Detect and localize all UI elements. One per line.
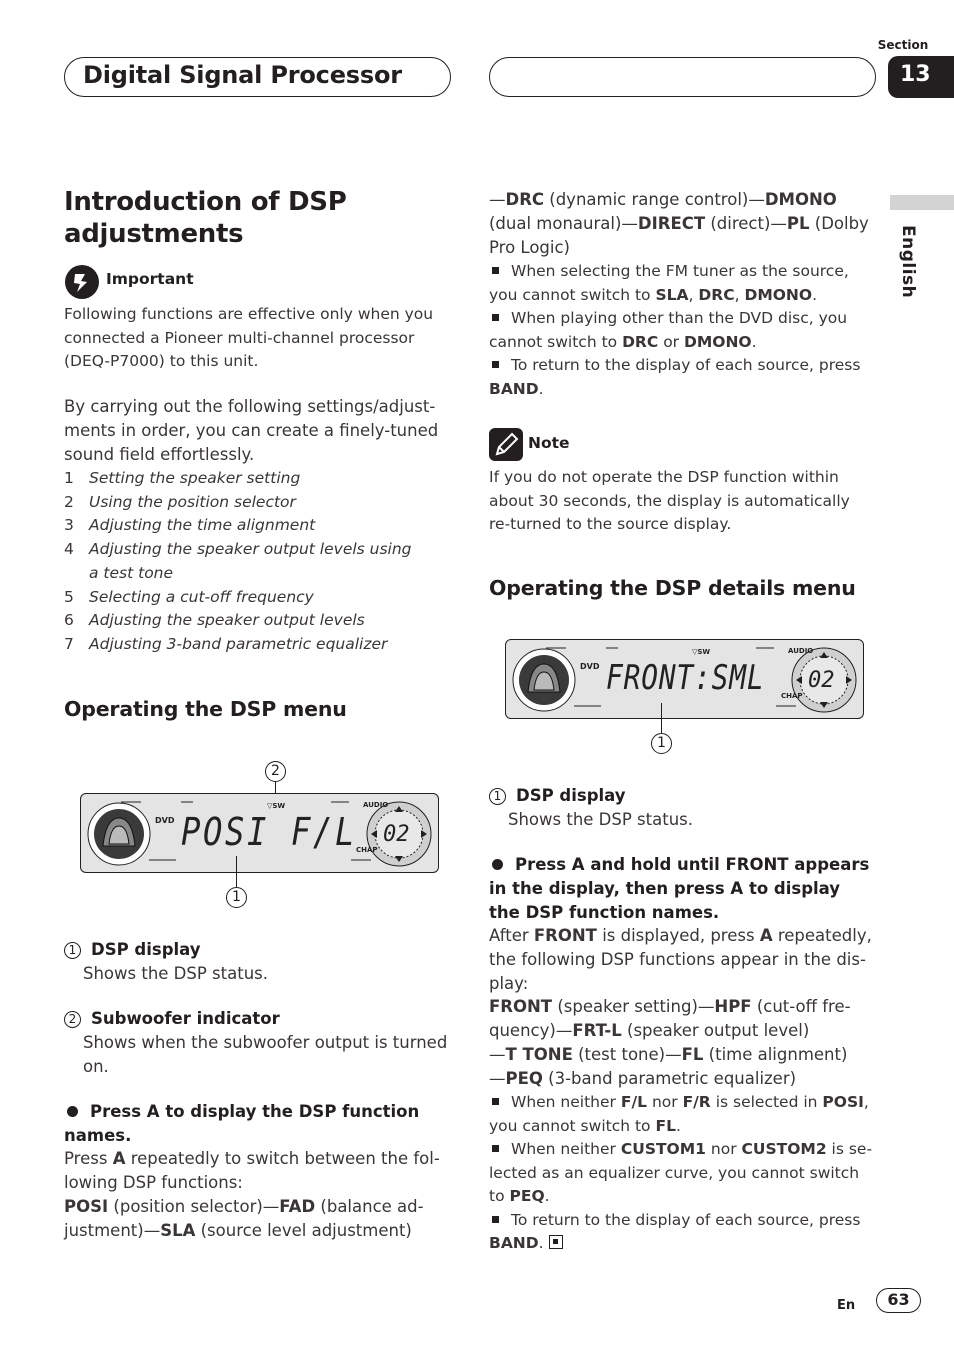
dsp-menu-heading: Operating the DSP menu <box>64 697 347 721</box>
list-item: 4 Adjusting the speaker output levels using a test tone <box>64 540 412 582</box>
list-item: To return to the display of each source, press BAND. <box>489 1210 861 1252</box>
language-tab-bar <box>890 195 954 210</box>
right-bullets <box>489 260 875 401</box>
bullet-dot-icon <box>67 1106 78 1117</box>
dsp-details-display <box>505 639 864 719</box>
chap-label: CHAP <box>781 692 803 700</box>
functions-continued: —DRC (dynamic range control)—DMONO (dual monaural)—DIRECT (direct)—PL (Dolby Pro Logic) <box>489 190 869 257</box>
steps-list <box>64 467 444 657</box>
dsp-display-text: FRONT:SML <box>606 658 765 698</box>
callout-line <box>236 856 237 888</box>
left-knob-icon <box>513 649 575 711</box>
important-icon <box>65 265 99 299</box>
item-subwoofer-indicator: 2 Subwoofer indicator Shows when the subwoofer output is turned on. <box>64 1007 454 1079</box>
chapter-title: Digital Signal Processor <box>83 61 402 89</box>
display-number: 02 <box>383 822 410 847</box>
bullet-dot-icon <box>492 859 503 870</box>
important-text: Following functions are effective only when you connected a Pioneer multi-channel processor (DEQ-P7000) to this unit. <box>64 305 434 370</box>
item-dsp-display: 1 DSP display Shows the DSP status. <box>489 784 875 832</box>
item-dsp-display: 1 DSP display Shows the DSP status. <box>64 938 444 986</box>
intro-paragraph: By carrying out the following settings/adjust-ments in order, you can create a finely-tuned sound field effortlessly. <box>64 397 439 464</box>
subwoofer-indicator: ▽SW <box>692 648 711 656</box>
page-title: Introduction of DSP adjustments <box>64 187 347 249</box>
list-item: When selecting the FM tuner as the source, you cannot switch to SLA, DRC, DMONO. <box>489 262 849 304</box>
list-item: 6 Adjusting the speaker output levels <box>64 611 365 630</box>
callout-1: 1 <box>226 887 247 908</box>
section-label: Section <box>877 38 929 52</box>
list-item: When playing other than the DVD disc, you cannot switch to DRC or DMONO. <box>489 309 848 351</box>
details-body: After FRONT is displayed, press A repeatedly, the following DSP functions appear in the dis-play: <box>489 926 872 993</box>
dsp-details-heading: Operating the DSP details menu <box>489 576 856 600</box>
list-item: 5 Selecting a cut-off frequency <box>64 587 314 606</box>
step-press-a-hold: Press A and hold until FRONT appears in the display, then press A to display the DSP function names. <box>489 855 870 922</box>
list-item: 2 Using the position selector <box>64 492 296 511</box>
note-icon <box>489 428 523 461</box>
display-number: 02 <box>808 668 835 693</box>
note-label: Note <box>528 434 570 452</box>
functions-list: POSI (position selector)—FAD (balance ad-justment)—SLA (source level adjustment) <box>64 1197 424 1240</box>
list-item: To return to the display of each source, press BAND. <box>489 356 861 398</box>
section-number: 13 <box>888 56 954 98</box>
audio-label: AUDIO <box>788 647 814 655</box>
details-functions: FRONT (speaker setting)—HPF (cut-off fre-quency)—FRT-L (speaker output level) —T TONE (test tone)—FL (time alignment) —PEQ (3-band parametric equalizer) <box>489 997 851 1088</box>
chapter-title-box <box>64 57 451 97</box>
step-body: Press A repeatedly to switch between the fol-lowing DSP functions: <box>64 1149 440 1192</box>
list-item: When neither F/L nor F/R is selected in POSI, you cannot switch to FL. <box>489 1093 869 1135</box>
list-item: 7 Adjusting 3-band parametric equalizer <box>64 634 388 653</box>
callout-1: 1 <box>651 733 672 754</box>
language-tab: English <box>898 225 918 299</box>
callout-2: 2 <box>265 761 286 782</box>
note-text: If you do not operate the DSP function within about 30 seconds, the display is automatically re-turned to the source display. <box>489 468 850 533</box>
dvd-label: DVD <box>580 662 600 671</box>
left-knob-icon <box>88 803 150 865</box>
step-press-a: Press A to display the DSP function names. <box>64 1102 420 1145</box>
footer-language: En <box>837 1298 856 1313</box>
end-mark-icon <box>549 1235 563 1249</box>
chap-label: CHAP <box>356 846 378 854</box>
audio-label: AUDIO <box>363 801 389 809</box>
list-item: When neither CUSTOM1 nor CUSTOM2 is se-lected as an equalizer curve, you cannot switch to PEQ. <box>489 1140 873 1205</box>
details-bullets <box>489 1091 875 1256</box>
callout-line <box>661 703 662 733</box>
header-empty-box <box>489 57 876 97</box>
list-item: 3 Adjusting the time alignment <box>64 516 316 535</box>
page-number: 63 <box>876 1288 921 1313</box>
subwoofer-indicator: ▽SW <box>267 802 286 810</box>
important-label: Important <box>106 270 194 288</box>
dsp-display-text: POSI F/L <box>181 810 357 854</box>
dsp-menu-display <box>80 793 439 873</box>
dvd-label: DVD <box>155 816 175 825</box>
list-item: 1 Setting the speaker setting <box>64 469 301 487</box>
